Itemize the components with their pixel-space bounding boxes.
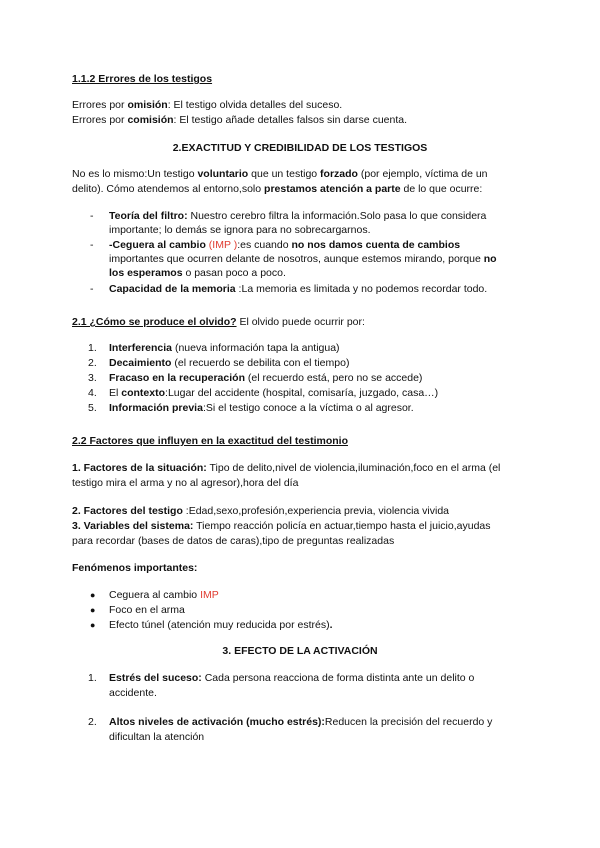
list-number: 2. — [88, 716, 97, 728]
factor-testigo-line: 2. Factores del testigo :Edad,sexo,profesión,experiencia previa, violencia vivida — [72, 505, 450, 517]
heading-1-1-2: 1.1.2 Errores de los testigos — [72, 73, 213, 85]
list-dash: - — [90, 210, 94, 222]
filtro-line-cont: importante; lo demás se ignora para no sobrecargarnos. — [109, 224, 371, 236]
factor-situacion-cont: testigo mira el arma y no al agresor),hora del día — [72, 477, 299, 489]
activacion-item: Estrés del suceso: Cada persona reacciona de forma distinta ante un delito o — [109, 672, 475, 684]
olvido-item: Información previa:Si el testigo conoce a la víctima o al agresor. — [109, 402, 414, 414]
variables-sistema-line: 3. Variables del sistema: Tiempo reacción policía en actuar,tiempo hasta el juicio,ayudas — [72, 520, 491, 532]
ceguera-line: -Ceguera al cambio (IMP ):es cuando no nos damos cuenta de cambios — [109, 239, 461, 251]
fenomeno-item: Efecto túnel (atención muy reducida por estrés). — [109, 619, 333, 631]
list-number: 1. — [88, 672, 97, 684]
list-number: 1. — [88, 342, 97, 354]
list-dash: - — [90, 283, 94, 295]
section-2-intro-line-1: No es lo mismo:Un testigo voluntario que un testigo forzado (por ejemplo, víctima de un — [72, 168, 488, 180]
activacion-item-cont: dificultan la atención — [109, 731, 205, 743]
olvido-item: Decaimiento (el recuerdo se debilita con el tiempo) — [109, 357, 350, 369]
omision-line: Errores por omisión: El testigo olvida detalles del suceso. — [72, 99, 343, 111]
fenomeno-item: Ceguera al cambio IMP — [109, 589, 219, 601]
heading-2-1: 2.1 ¿Cómo se produce el olvido? El olvido puede ocurrir por: — [72, 316, 365, 328]
bullet-icon: ● — [90, 605, 96, 615]
list-number: 2. — [88, 357, 97, 369]
olvido-item: Interferencia (nueva información tapa la antigua) — [109, 342, 340, 354]
memoria-line: Capacidad de la memoria :La memoria es limitada y no podemos recordar todo. — [109, 283, 488, 295]
bullet-icon: ● — [90, 590, 96, 600]
olvido-item: El contexto:Lugar del accidente (hospital, comisaría, juzgado, casa…) — [109, 387, 439, 399]
list-number: 3. — [88, 372, 97, 384]
bullet-icon: ● — [90, 620, 96, 630]
factor-situacion-line: 1. Factores de la situación: Tipo de delito,nivel de violencia,iluminación,foco en el arma (el — [72, 462, 501, 474]
heading-2-2: 2.2 Factores que influyen en la exactitud del testimonio — [72, 435, 348, 447]
ceguera-line-cont-2: los esperamos o pasan poco a poco. — [109, 267, 286, 279]
variables-sistema-cont: para recordar (bases de datos de caras),tipo de preguntas realizadas — [72, 535, 395, 547]
fenomeno-item: Foco en el arma — [109, 604, 185, 616]
list-number: 4. — [88, 387, 97, 399]
list-number: 5. — [88, 402, 97, 414]
activacion-item-cont: accidente. — [109, 687, 157, 699]
section-2-title: 2.EXACTITUD Y CREDIBILIDAD DE LOS TESTIGOS — [172, 142, 428, 154]
olvido-item: Fracaso en la recuperación (el recuerdo está, pero no se accede) — [109, 372, 423, 384]
section-3-title: 3. EFECTO DE LA ACTIVACIÓN — [222, 645, 378, 657]
activacion-item: Altos niveles de activación (mucho estrés):Reducen la precisión del recuerdo y — [109, 716, 493, 728]
fenomenos-heading: Fenómenos importantes: — [72, 562, 198, 574]
ceguera-line-cont-1: importantes que ocurren delante de nosotros, aunque estemos mirando, porque no — [109, 253, 497, 265]
list-dash: - — [90, 239, 94, 251]
section-2-intro-line-2: delito). Cómo atendemos al entorno,solo prestamos atención a parte de lo que ocurre: — [72, 183, 483, 195]
comision-line: Errores por comisión: El testigo añade detalles falsos sin darse cuenta. — [72, 114, 408, 126]
filtro-line: Teoría del filtro: Nuestro cerebro filtra la información.Solo pasa lo que considera — [109, 210, 487, 222]
